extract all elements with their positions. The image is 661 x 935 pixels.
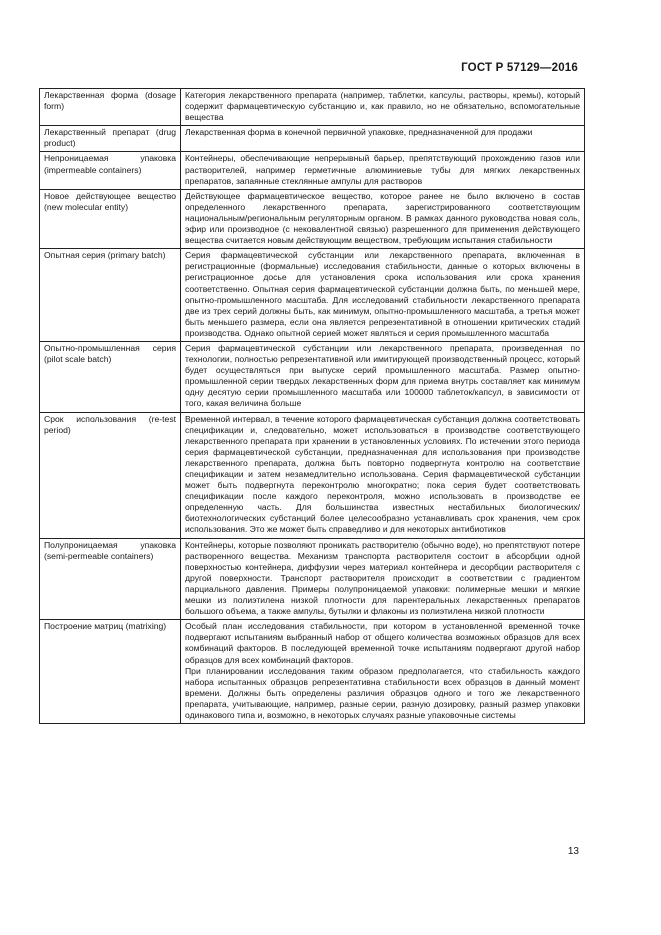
table-row	[40, 126, 585, 152]
definition-cell: Лекарственная форма в конечной первичной упаковке, предназначенной для продажи	[181, 126, 585, 152]
table-row	[40, 412, 585, 538]
definition-cell: Серия фармацевтической субстанции или лекарственного препарата, произведенная по технологии, полностью репрезентативной или имитирующей производственный процесс, который будет осуществляться при выпуске серий промышленного масштаба. Размер опытно-промышленной серии твердых лекарственных форм для приема внутрь составляет как минимум одну десятую серии промышленного масштаба или 100000 таблеток/капсул, в зависимости от того, какая величина больше	[181, 341, 585, 412]
terms-table	[39, 88, 585, 724]
term-cell: Лекарственная форма (dosage form)	[40, 89, 181, 126]
table-row	[40, 89, 585, 126]
table-row	[40, 538, 585, 620]
definition-cell: Серия фармацевтической субстанции или лекарственного препарата, включенная в регистрационные (формальные) исследования стабильности, данные о которых включены в регистрационное досье для установления срока использования или срока хранения соответственно. Опытная серия фармацевтической субстанции должна быть, по меньшей мере, опытно-промышленного масштаба. Для исследований стабильности лекарственного препарата две из трех серий должны быть, как минимум, опытно-промышленного масштаба, а третья может быть меньшего размера, если она является репрезентативной в отношении критических стадий производства. Однако опытной серией может являться и серия промышленного масштаба	[181, 249, 585, 342]
term-cell: Непроницаемая упаковка (impermeable containers)	[40, 152, 181, 189]
term-cell: Опытная серия (primary batch)	[40, 249, 181, 342]
definition-cell: Действующее фармацевтическое вещество, которое ранее не было включено в состав определенного лекарственного препарата, зарегистрированного соответствующим национальным/региональным регуляторным органом. В рамках данного руководства новая соль, эфир или производное (с нековалентной связью) разрешенного для применения действующего вещества считается новым действующим веществом, требующим испытания стабильности	[181, 189, 585, 248]
page-number: 13	[567, 846, 579, 857]
definition-cell: Контейнеры, обеспечивающие непрерывный барьер, препятствующий прохождению газов или растворителей, например герметичные алюминиевые тубы для мягких лекарственных препаратов, запаянные стеклянные ампулы для растворов	[181, 152, 585, 189]
table-row	[40, 249, 585, 342]
table-row	[40, 152, 585, 189]
table-row	[40, 189, 585, 248]
term-cell: Срок использования (re-test period)	[40, 412, 181, 538]
definition-paragraph: Особый план исследования стабильности, при котором в установленной временной точке подвергают испытаниям выбранный набор от общего количества возможных образцов для всех комбинаций факторов. В последующей временной точке испытаниям подвергают другой набор образцов для всех комбинаций факторов.	[185, 621, 580, 665]
table-row	[40, 341, 585, 412]
term-cell: Полупроницаемая упаковка (semi-permeable containers)	[40, 538, 181, 620]
document-code: ГОСТ Р 57129—2016	[461, 62, 578, 74]
definition-cell: Категория лекарственного препарата (например, таблетки, капсулы, растворы, кремы), который содержит фармацевтическую субстанцию и, как правило, но не обязательно, вспомогательные вещества	[181, 89, 585, 126]
definition-cell	[181, 620, 585, 724]
term-cell: Опытно-промышленная серия (pilot scale batch)	[40, 341, 181, 412]
term-cell: Новое действующее вещество (new molecular entity)	[40, 189, 181, 248]
definition-cell: Временной интервал, в течение которого фармацевтическая субстанция должна соответствовать спецификации и, следовательно, может использоваться в производстве соответствующего лекарственного препарата при хранении в установленных условиях. По истечении этого периода серия фармацевтической субстанции, предназначенная для использования при производстве лекарственного препарата, должна быть повторно подвергнута контролю на соответствие спецификации и затем незамедлительно использована. Серия фармацевтической субстанции может быть подвергнута переконтролю многократно; пока серия будет соответствовать спецификации после каждого переконтроля, можно использовать в производстве ее определенную часть. Для большинства известных нестабильных биологических/биотехнологических субстанций более целесообразно устанавливать срок хранения, чем срок использования. Это же может быть справедливо и для некоторых антибиотиков	[181, 412, 585, 538]
definition-paragraph: При планировании исследования таким образом предполагается, что стабильность каждого набора испытанных образцов репрезентативна стабильности всех образцов в данный момент времени. Должны быть определены различия образцов одного и того же лекарственного препарата, учитывающие, например, разные серии, разную дозировку, разный размер упаковки одинакового типа и, возможно, в некоторых случаях разные упаковочные системы	[185, 665, 580, 720]
term-cell: Построение матриц (matrixing)	[40, 620, 181, 724]
table-row	[40, 620, 585, 724]
term-cell: Лекарственный препарат (drug product)	[40, 126, 181, 152]
definition-cell: Контейнеры, которые позволяют проникать растворителю (обычно воде), но препятствуют потере растворенного вещества. Механизм транспорта растворителя состоит в абсорбции одной поверхностью контейнера, диффузии через материал контейнера и десорбции растворителя с другой поверхности. Транспорт растворителя происходит в соответствии с градиентом парциального давления. Примеры полупроницаемой упаковки: полимерные мешки и мягкие мешки из полиэтилена низкой плотности для парентеральных лекарственных препаратов большого объема, а также ампулы, бутылки и флаконы из полиэтилена низкой плотности	[181, 538, 585, 620]
